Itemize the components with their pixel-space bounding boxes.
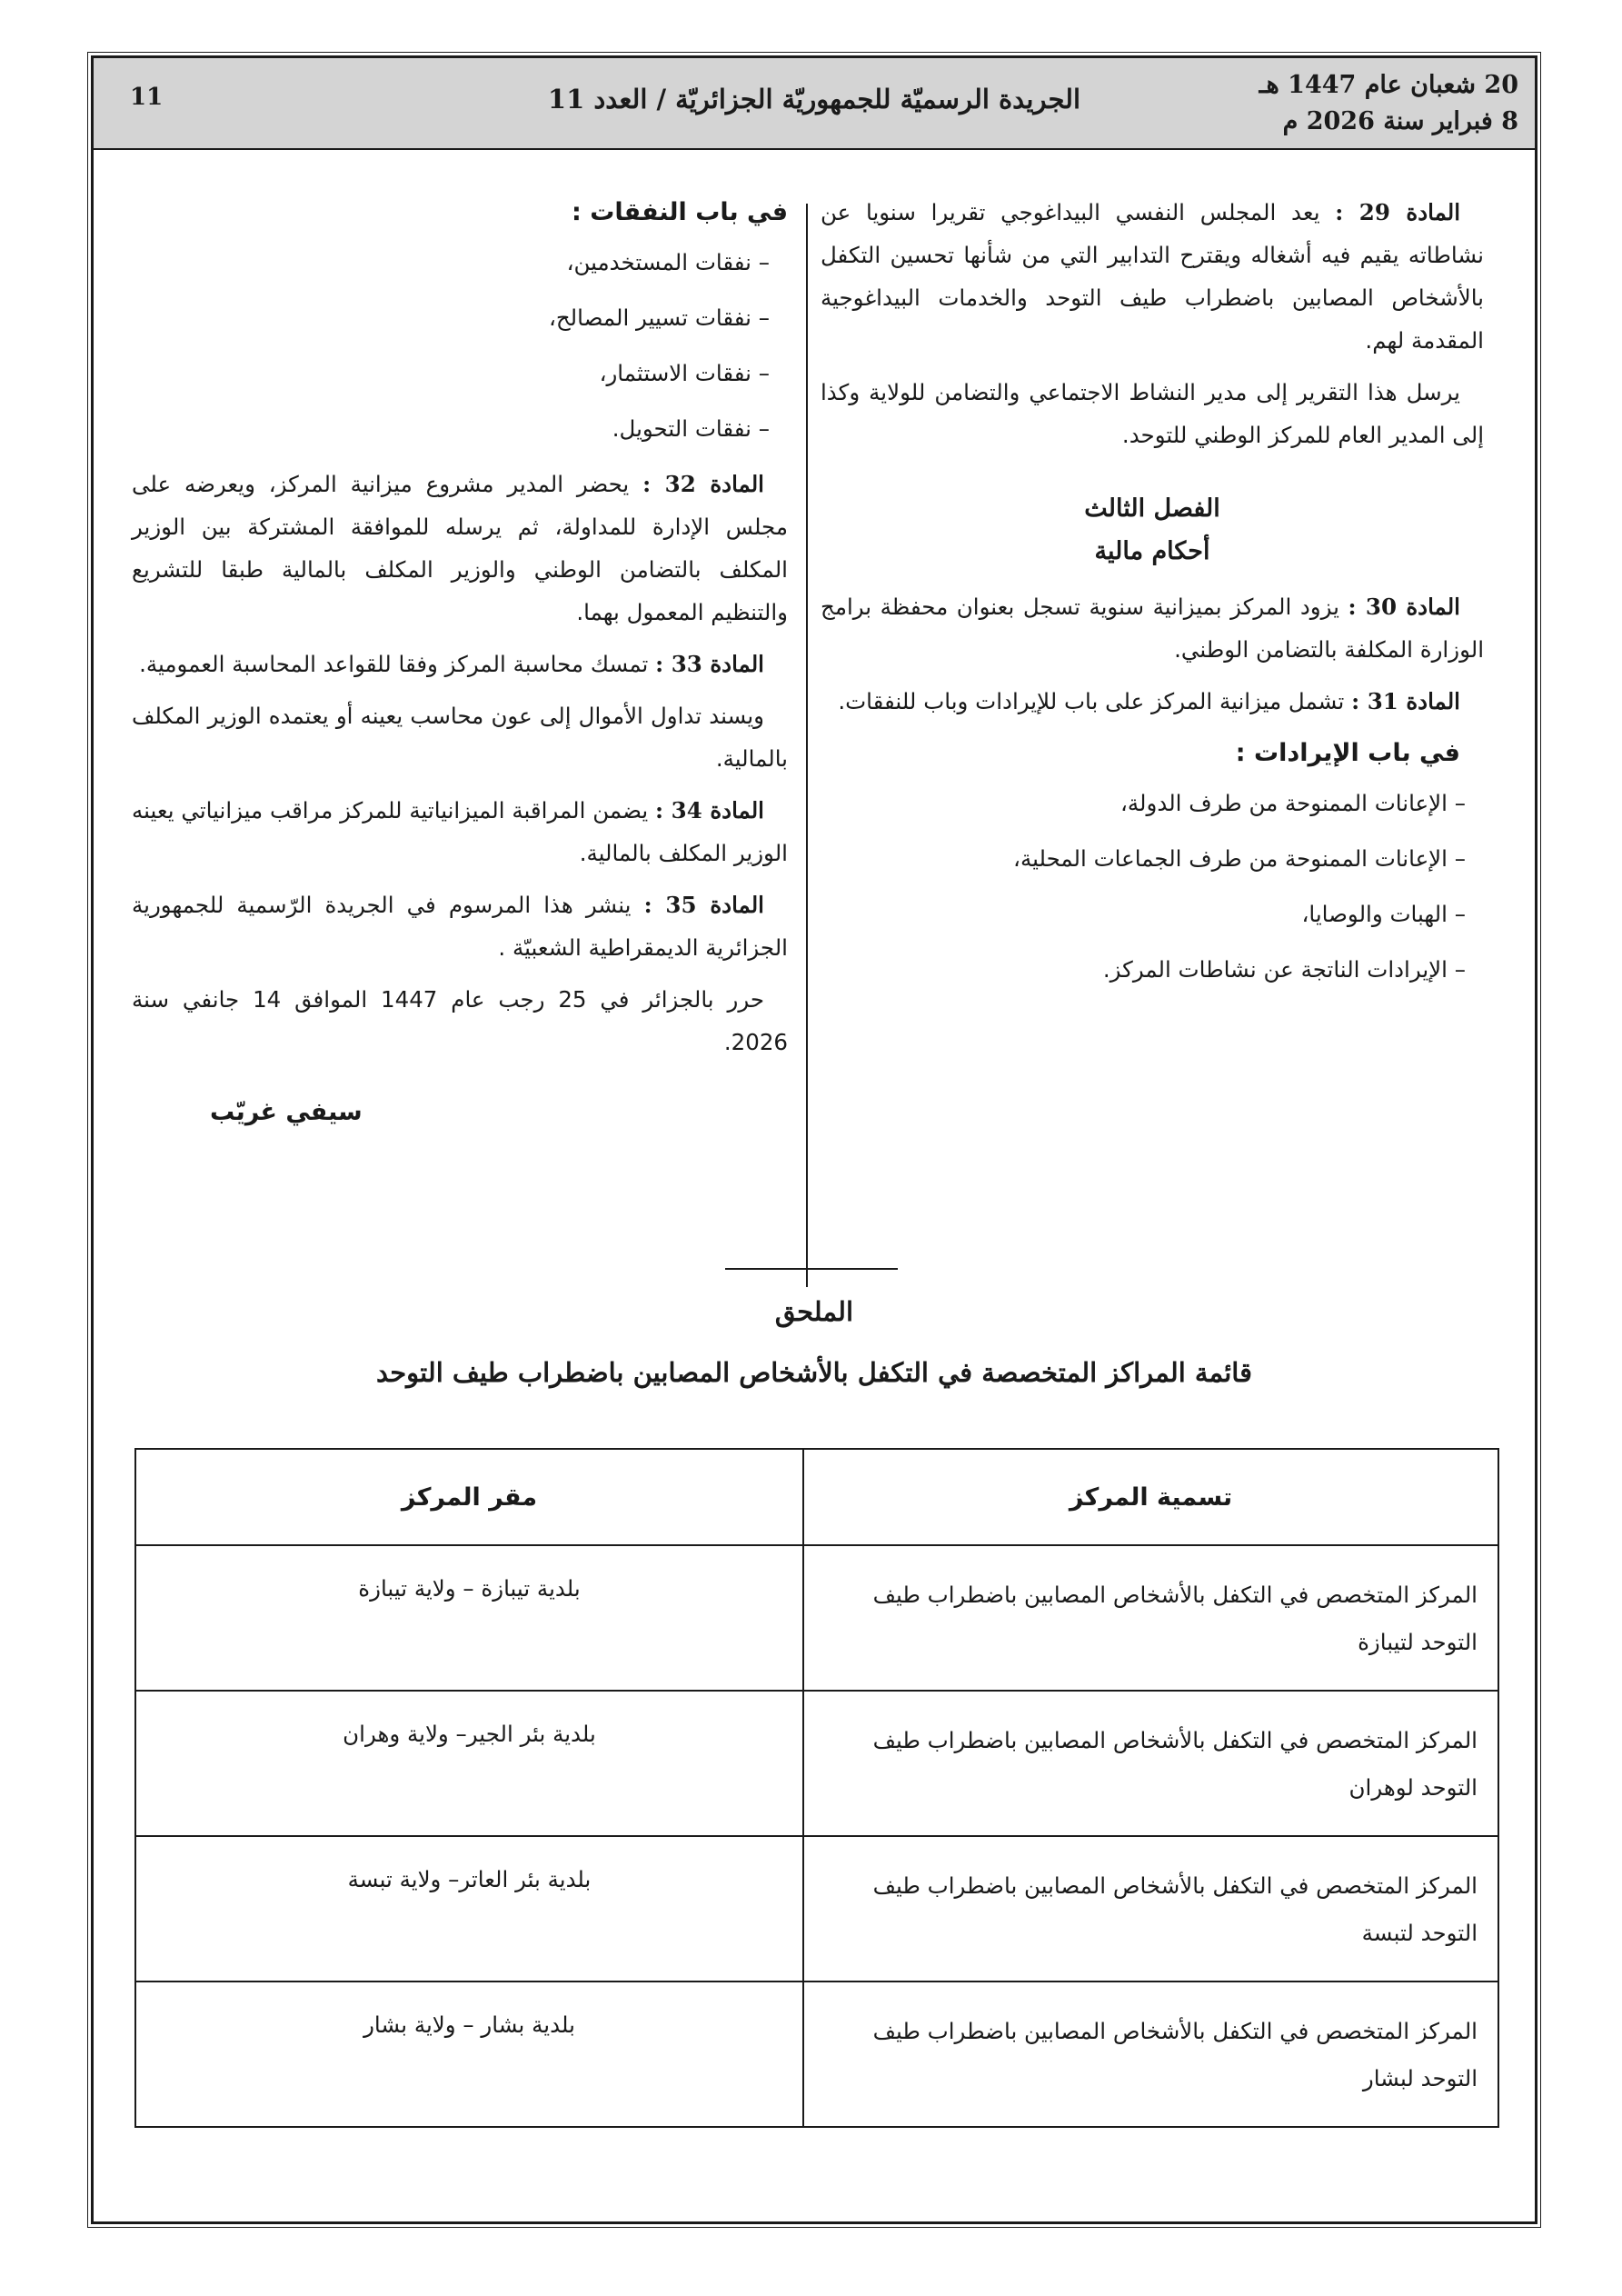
revenue-heading: في باب الإيرادات : (1235, 739, 1460, 767)
center-name: المركز المتخصص في التكفل بالأشخاص المصابين باضطراب طيف التوحد لوهران (803, 1691, 1498, 1836)
closing-statement: حرر بالجزائر في 25 رجب عام 1447 الموافق 14 جانفي سنة 2026. (132, 986, 788, 1055)
annex-title: الملحق (774, 1296, 854, 1327)
article-34 (132, 789, 788, 874)
column-header-name: تسمية المركز (803, 1449, 1498, 1545)
revenue-item: – الهبات والوصايا، (1301, 901, 1466, 927)
header-date-gregorian: 8 فبراير سنة 2026 م (1282, 107, 1518, 135)
article-29-paragraph-2: يرسل هذا التقرير إلى مدير النشاط الاجتماعي والتضامن للولاية وكذا إلى المدير العام للمركز الوطني للتوحد. (821, 379, 1484, 448)
article-32 (132, 463, 788, 634)
expense-item: – نفقات المستخدمين، (566, 249, 770, 275)
article-31 (821, 680, 1484, 723)
article-32-text: يحضر المدير مشروع ميزانية المركز، ويعرضه على مجلس الإدارة للمداولة، ثم يرسله للموافقة المشتركة بين الوزير المكلف بالتضامن الوطني والوزير المكلف بالمالية طبقا للتشريع والتنظيم المعمول بهما. (132, 471, 788, 625)
annex-separator (725, 1268, 898, 1270)
expense-heading: في باب النفقات : (572, 198, 788, 226)
table-row (135, 1836, 1498, 1982)
article-33-label: المادة 33 : (655, 651, 764, 677)
right-column (821, 191, 1484, 1003)
chapter-subtitle: أحكام مالية (1094, 537, 1210, 565)
revenue-item: – الإيرادات الناتجة عن نشاطات المركز. (1102, 956, 1466, 983)
article-31-text: تشمل ميزانية المركز على باب للإيرادات وباب للنفقات. (838, 688, 1345, 714)
table-row (135, 1982, 1498, 2127)
article-29-label: المادة 29 : (1335, 199, 1461, 225)
table-row (135, 1545, 1498, 1691)
article-33-text: تمسك محاسبة المركز وفقا للقواعد المحاسبة العمومية. (139, 651, 649, 677)
article-30 (821, 585, 1484, 671)
header-date-hijri: 20 شعبان عام 1447 هـ (1259, 71, 1518, 99)
article-32-label: المادة 32 : (642, 471, 764, 497)
center-name: المركز المتخصص في التكفل بالأشخاص المصابين باضطراب طيف التوحد لتبسة (803, 1836, 1498, 1982)
article-35-label: المادة 35 : (643, 892, 764, 918)
header-title: الجريدة الرسميّة للجمهوريّة الجزائريّة / العدد 11 (547, 84, 1081, 115)
expense-item: – نفقات الاستثمار، (599, 360, 770, 386)
article-33-paragraph-2: ويسند تداول الأموال إلى عون محاسب يعينه أو يعتمده الوزير المكلف بالمالية. (132, 703, 788, 772)
expense-item: – نفقات تسيير المصالح، (548, 304, 770, 331)
article-30-text: يزود المركز بميزانية سنوية تسجل بعنوان محفظة برامج الوزارة المكلفة بالتضامن الوطني. (821, 594, 1484, 663)
article-29-text: يعد المجلس النفسي البيداغوجي تقريرا سنويا عن نشاطاته يقيم فيه أشغاله ويقترح التدابير التي من شأنها تحسين التكفل بالأشخاص المصابين باضطراب طيف التوحد والخدمات البيداغوجية المقدمة لهم. (821, 199, 1484, 354)
article-31-label: المادة 31 : (1351, 688, 1460, 714)
centers-table (134, 1448, 1499, 2128)
expense-item: – نفقات التحويل. (612, 415, 770, 442)
center-name: المركز المتخصص في التكفل بالأشخاص المصابين باضطراب طيف التوحد لتيبازة (803, 1545, 1498, 1691)
chapter-title: الفصل الثالث (1084, 494, 1220, 523)
page-number: 11 (130, 84, 164, 111)
center-location: بلدية بشار – ولاية بشار (135, 1982, 803, 2127)
revenue-item: – الإعانات الممنوحة من طرف الدولة، (1120, 790, 1466, 816)
center-name: المركز المتخصص في التكفل بالأشخاص المصابين باضطراب طيف التوحد لبشار (803, 1982, 1498, 2127)
center-location: بلدية تيبازة – ولاية تيبازة (135, 1545, 803, 1691)
center-location: بلدية بئر الجير– ولاية وهران (135, 1691, 803, 1836)
article-35-text: ينشر هذا المرسوم في الجريدة الرّسمية للجمهورية الجزائرية الديمقراطية الشعبيّة . (132, 892, 788, 961)
revenue-item: – الإعانات الممنوحة من طرف الجماعات المحلية، (1013, 845, 1466, 872)
article-35 (132, 883, 788, 969)
column-divider (806, 204, 808, 1287)
article-34-text: يضمن المراقبة الميزانياتية للمركز مراقب ميزانياتي يعينه الوزير المكلف بالمالية. (132, 797, 788, 866)
article-34-label: المادة 34 : (655, 797, 764, 824)
center-location: بلدية بئر العاتر– ولاية تبسة (135, 1836, 803, 1982)
signature: سيفي غريّب (210, 1098, 363, 1126)
article-29 (821, 191, 1484, 362)
article-33 (132, 643, 788, 685)
column-header-location: مقر المركز (135, 1449, 803, 1545)
page-header (94, 58, 1535, 150)
table-row (135, 1691, 1498, 1836)
table-header-row (135, 1449, 1498, 1545)
article-30-label: المادة 30 : (1348, 594, 1460, 620)
annex-subtitle: قائمة المراكز المتخصصة في التكفل بالأشخاص المصابين باضطراب طيف التوحد (376, 1357, 1252, 1388)
page-frame (91, 55, 1537, 2224)
left-column (132, 191, 788, 1133)
